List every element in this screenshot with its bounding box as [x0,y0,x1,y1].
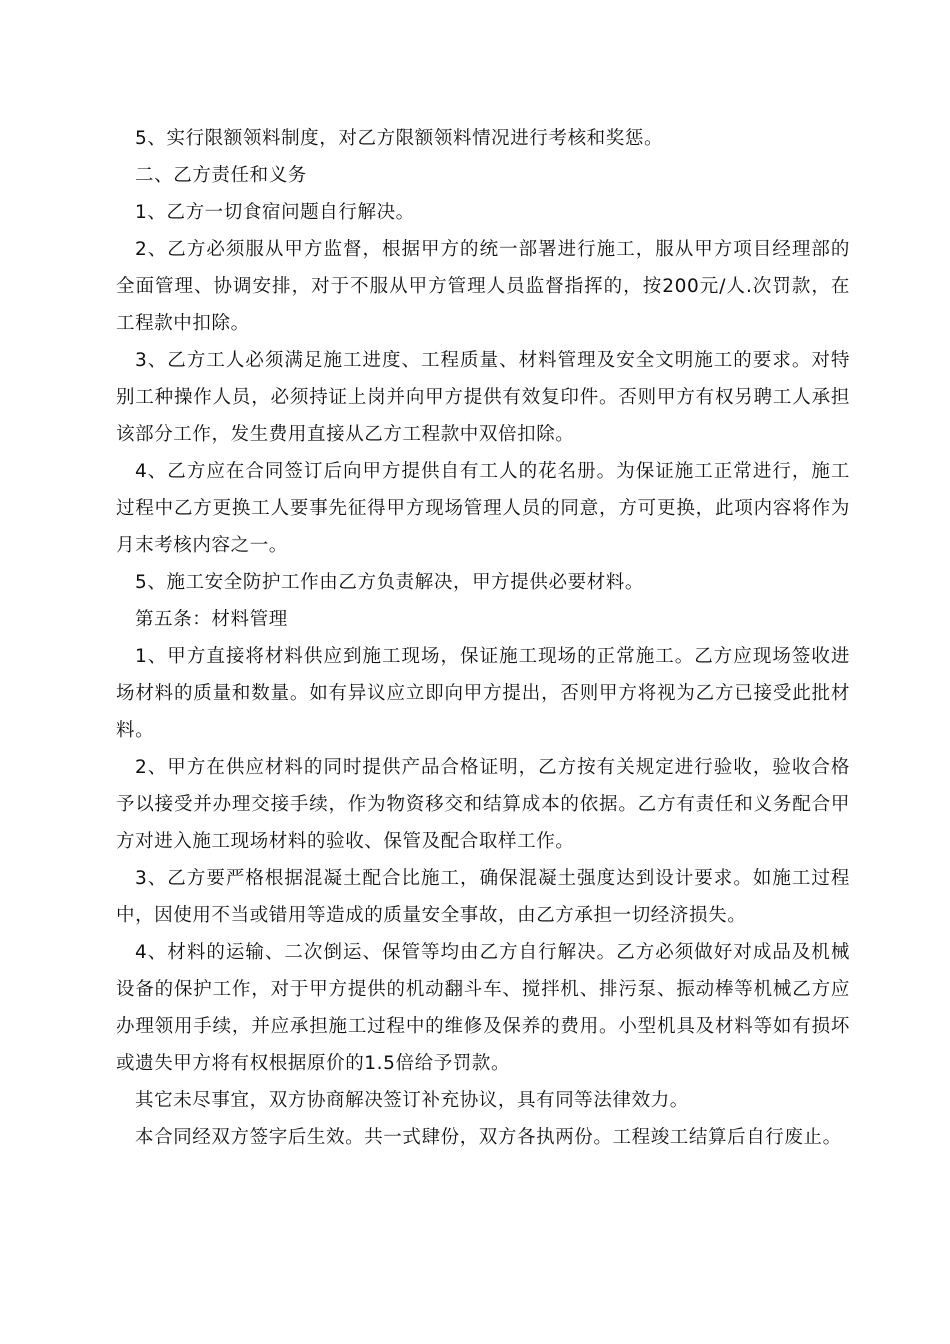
paragraph-item-2-supervision: 2、乙方必须服从甲方监督，根据甲方的统一部署进行施工，服从甲方项目经理部的全面管理、协调安排，对于不服从甲方管理人员监督指挥的，按200元/人.次罚款，在工程款中扣除。 [116,239,850,334]
paragraph-contract-effect: 本合同经双方签字后生效。共一式肆份，双方各执两份。工程竣工结算后自行废止。 [135,1127,842,1148]
paragraph-item-3-workers: 3、乙方工人必须满足施工进度、工程质量、材料管理及安全文明施工的要求。对特别工种操作人员，必须持证上岗并向甲方提供有效复印件。否则甲方有权另聘工人承担该部分工作，发生费用直接从乙方工程款中双倍扣除。 [116,350,850,445]
paragraph-other-matters: 其它未尽事宜，双方协商解决签订补充协议，具有同等法律效力。 [135,1090,689,1111]
paragraph-material-1-supply: 1、甲方直接将材料供应到施工现场，保证施工现场的正常施工。乙方应现场签收进场材料的质量和数量。如有异议应立即向甲方提出，否则甲方将视为乙方已接受此批材料。 [116,646,850,741]
paragraph-material-4-transport: 4、材料的运输、二次倒运、保管等均由乙方自行解决。乙方必须做好对成品及机械设备的保护工作，对于甲方提供的机动翻斗车、搅拌机、排污泵、振动棒等机械乙方应办理领用手续，并应承担施工过程中的维修及保养的费用。小型机具及材料等如有损坏或遗失甲方将有权根据原价的1.5倍给予罚款。 [116,942,850,1074]
paragraph-item-5-quota-materials: 5、实行限额领料制度，对乙方限额领料情况进行考核和奖惩。 [135,128,664,149]
paragraph-material-3-concrete: 3、乙方要严格根据混凝土配合比施工，确保混凝土强度达到设计要求。如施工过程中，因使用不当或错用等造成的质量安全事故，由乙方承担一切经济损失。 [116,868,850,926]
paragraph-item-4-roster: 4、乙方应在合同签订后向甲方提供自有工人的花名册。为保证施工正常进行，施工过程中乙方更换工人要事先征得甲方现场管理人员的同意，方可更换，此项内容将作为月末考核内容之一。 [116,461,850,556]
section-heading-party-b-duties: 二、乙方责任和义务 [135,165,307,186]
document-body [116,120,850,1156]
paragraph-item-5-safety: 5、施工安全防护工作由乙方负责解决，甲方提供必要材料。 [135,572,644,593]
paragraph-item-1-lodging: 1、乙方一切食宿问题自行解决。 [135,202,415,223]
section-heading-article-5: 第五条：材料管理 [135,609,288,630]
paragraph-material-2-certification: 2、甲方在供应材料的同时提供产品合格证明，乙方按有关规定进行验收，验收合格予以接受并办理交接手续，作为物资移交和结算成本的依据。乙方有责任和义务配合甲方对进入施工现场材料的验收、保管及配合取样工作。 [116,757,850,852]
